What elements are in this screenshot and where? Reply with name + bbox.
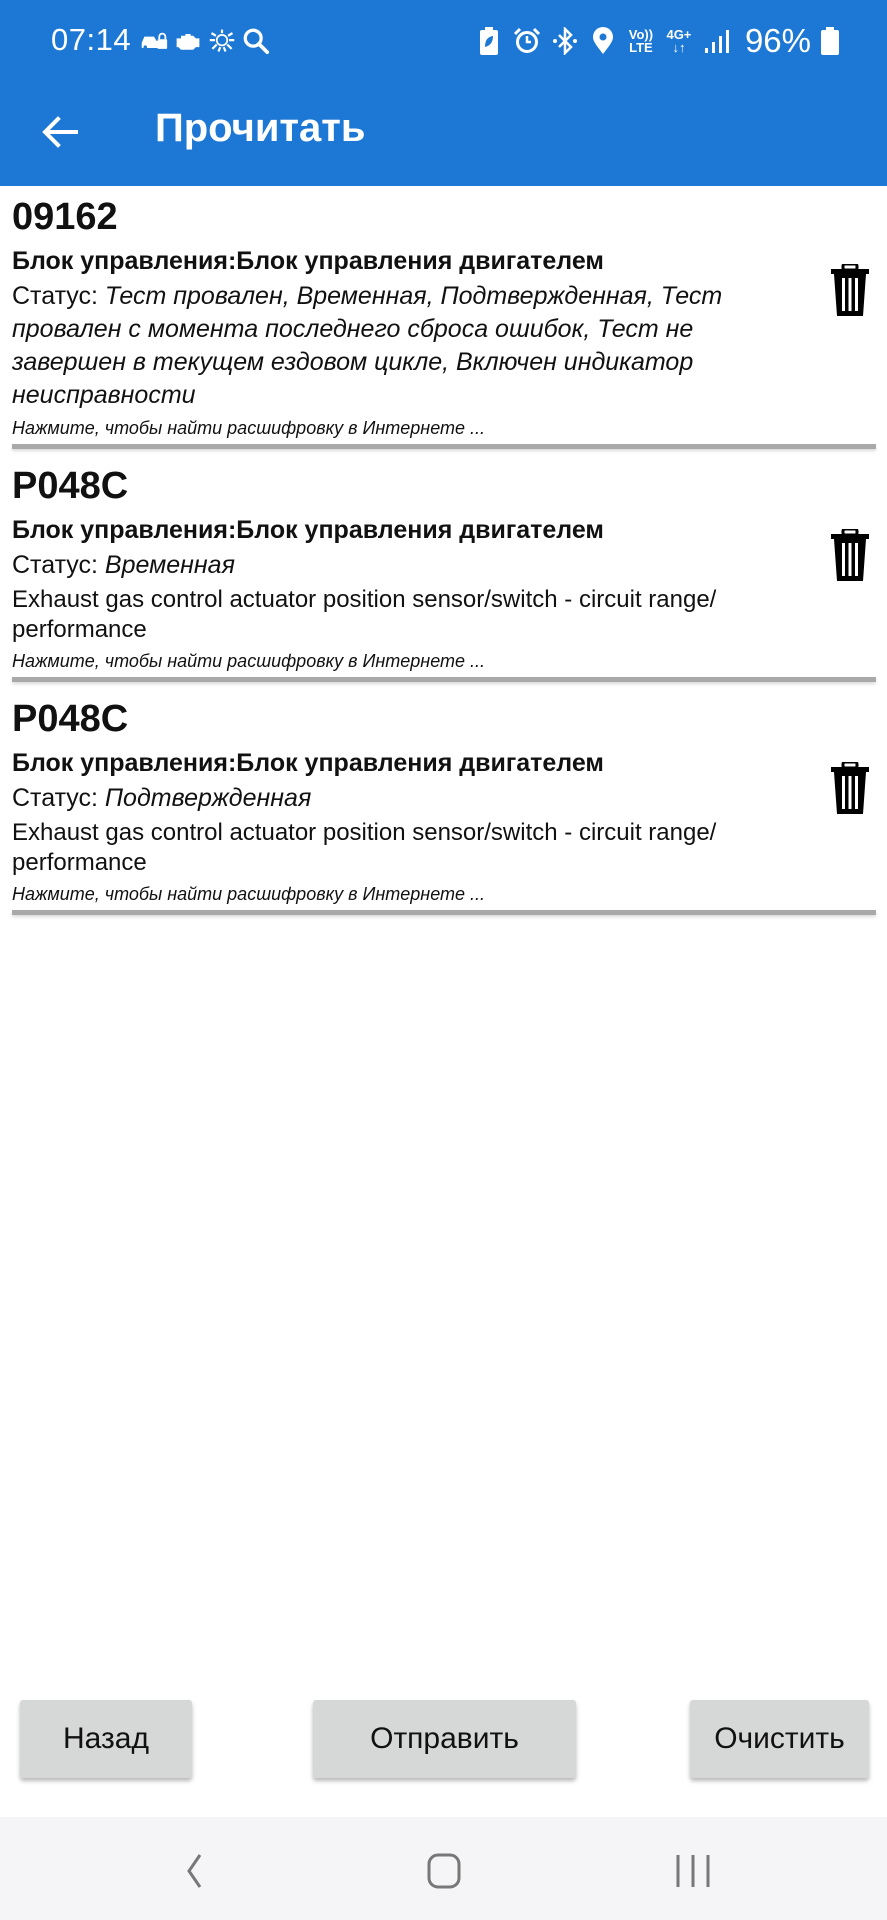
4g-plus-icon: 4G+ ↓↑ bbox=[666, 27, 692, 55]
dtc-code: P048C bbox=[12, 465, 129, 507]
battery-saver-icon bbox=[475, 26, 503, 56]
control-unit: Блок управления:Блок управления двигателем bbox=[12, 247, 604, 275]
back-action-button[interactable]: Назад bbox=[20, 1700, 192, 1778]
back-button[interactable] bbox=[36, 108, 84, 156]
alarm-icon bbox=[513, 26, 541, 56]
battery-icon bbox=[821, 26, 839, 56]
delete-button[interactable] bbox=[829, 762, 871, 814]
dtc-status: Статус: Подтвержденная bbox=[12, 784, 312, 812]
search-icon bbox=[242, 26, 270, 56]
car-lock-icon bbox=[140, 26, 168, 56]
trash-icon bbox=[829, 762, 871, 814]
recents-icon bbox=[663, 1847, 723, 1895]
dtc-description: Exhaust gas control actuator position sensor/switch - circuit range/ performance bbox=[12, 586, 717, 643]
notification-icons bbox=[140, 26, 270, 56]
back-icon bbox=[165, 1847, 225, 1895]
dtc-list-item[interactable] bbox=[0, 449, 887, 682]
location-icon bbox=[589, 26, 617, 56]
arrow-left-icon bbox=[36, 108, 84, 156]
battery-percent: 96% bbox=[744, 22, 811, 59]
bluetooth-icon bbox=[551, 26, 579, 56]
page-title: Прочитать bbox=[155, 106, 366, 150]
dtc-code: P048C bbox=[12, 698, 129, 740]
control-unit: Блок управления:Блок управления двигателем bbox=[12, 516, 604, 544]
search-online-hint[interactable]: Нажмите, чтобы найти расшифровку в Интернете ... bbox=[12, 651, 486, 671]
divider bbox=[12, 910, 876, 915]
delete-button[interactable] bbox=[829, 529, 871, 581]
control-unit: Блок управления:Блок управления двигателем bbox=[12, 749, 604, 777]
nav-recents-button[interactable] bbox=[663, 1847, 723, 1895]
volte-icon: Vo)) LTE bbox=[628, 27, 654, 55]
send-button[interactable]: Отправить bbox=[313, 1700, 576, 1778]
dtc-code: 09162 bbox=[12, 196, 118, 238]
trash-icon bbox=[829, 529, 871, 581]
system-icons bbox=[475, 22, 839, 60]
delete-button[interactable] bbox=[829, 264, 871, 316]
search-online-hint[interactable]: Нажмите, чтобы найти расшифровку в Интернете ... bbox=[12, 418, 486, 438]
search-online-hint[interactable]: Нажмите, чтобы найти расшифровку в Интернете ... bbox=[12, 884, 486, 904]
nav-home-button[interactable] bbox=[414, 1847, 474, 1895]
home-icon bbox=[414, 1847, 474, 1895]
app-bar bbox=[0, 86, 887, 186]
dtc-status: Статус: Временная bbox=[12, 551, 235, 579]
dtc-list-item[interactable] bbox=[0, 682, 887, 915]
dtc-description: Exhaust gas control actuator position sensor/switch - circuit range/ performance bbox=[12, 819, 717, 876]
engine-icon bbox=[174, 26, 202, 56]
dtc-list bbox=[0, 186, 887, 915]
clock: 07:14 bbox=[51, 22, 132, 57]
trash-icon bbox=[829, 264, 871, 316]
dtc-status: Статус: Тест провален, Временная, Подтвержденная, Тест провален с момента последнего сброса ошибок, Тест не завершен в текущем ездовом цикле, Включен индикатор неисправности bbox=[12, 282, 723, 409]
nav-back-button[interactable] bbox=[165, 1847, 225, 1895]
bug-icon bbox=[208, 26, 236, 56]
system-nav-bar bbox=[0, 1817, 887, 1920]
status-bar bbox=[0, 0, 887, 86]
clear-button[interactable]: Очистить bbox=[690, 1700, 869, 1778]
signal-icon bbox=[703, 26, 731, 56]
dtc-list-item[interactable] bbox=[0, 186, 887, 449]
